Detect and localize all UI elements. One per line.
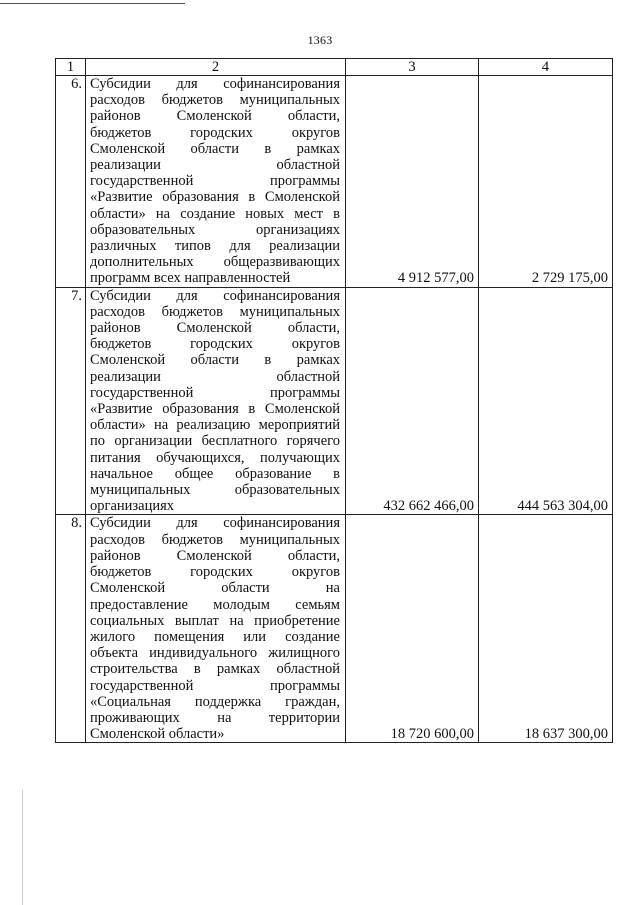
description-line: предоставление молодым семьям <box>90 596 340 613</box>
description-line: реализации областной <box>90 157 340 174</box>
description-line: расходов бюджетов муниципальных <box>90 303 340 320</box>
description-line: Смоленской области на <box>90 580 340 597</box>
description-line: «Развитие образования в Смоленской <box>90 401 340 418</box>
description-line: объекта индивидуального жилищного <box>90 645 340 662</box>
description-line: проживающих на территории <box>90 709 340 726</box>
description-line: по организации бесплатного горячего <box>90 433 340 450</box>
description-line: области» на реализацию мероприятий <box>90 417 340 434</box>
description-line: Субсидии для софинансирования <box>90 287 340 304</box>
table-row <box>56 515 613 743</box>
description-line: организациях <box>90 498 175 515</box>
top-left-rule <box>0 3 185 4</box>
amount-col-4: 18 637 300,00 <box>479 515 613 743</box>
row-number: 8. <box>56 515 86 743</box>
header-col-1: 1 <box>56 59 86 76</box>
description-line: «Социальная поддержка граждан, <box>90 693 340 710</box>
table-row <box>56 76 613 288</box>
description-line: расходов бюджетов муниципальных <box>90 531 340 548</box>
description-line: Субсидии для софинансирования <box>90 76 340 92</box>
description-line: «Развитие образования в Смоленской <box>90 189 340 206</box>
description-line: бюджетов городских округов <box>90 564 340 581</box>
description-line: бюджетов городских округов <box>90 124 340 141</box>
header-col-2: 2 <box>86 59 346 76</box>
description-line: государственной программы <box>90 173 340 190</box>
description-line: области» на создание новых мест в <box>90 205 340 222</box>
amount-col-4: 444 563 304,00 <box>479 287 613 515</box>
header-col-4: 4 <box>479 59 613 76</box>
description-line: питания обучающихся, получающих <box>90 449 340 466</box>
row-description <box>86 76 346 288</box>
table-row <box>56 287 613 515</box>
description-line: социальных выплат на приобретение <box>90 612 340 629</box>
description-line: государственной программы <box>90 677 340 694</box>
description-line: районов Смоленской области, <box>90 320 340 337</box>
page-number: 1363 <box>307 33 333 47</box>
description-line: Смоленской области» <box>90 726 225 743</box>
header-col-3: 3 <box>346 59 479 76</box>
description-line: реализации областной <box>90 368 340 385</box>
row-number: 7. <box>56 287 86 515</box>
subsidies-table <box>55 58 613 743</box>
description-line: районов Смоленской области, <box>90 108 340 125</box>
description-line: районов Смоленской области, <box>90 547 340 564</box>
description-line: Субсидии для софинансирования <box>90 515 340 532</box>
description-line: Смоленской области в рамках <box>90 352 340 369</box>
amount-col-3: 4 912 577,00 <box>346 76 479 288</box>
description-line: дополнительных общеразвивающих <box>90 254 340 271</box>
description-line: программ всех направленностей <box>90 270 291 287</box>
table-body <box>56 76 613 743</box>
row-description <box>86 515 346 743</box>
description-line: муниципальных образовательных <box>90 482 340 499</box>
description-line: образовательных организациях <box>90 221 340 238</box>
description-line: Смоленской области в рамках <box>90 140 340 157</box>
amount-col-3: 432 662 466,00 <box>346 287 479 515</box>
description-line: различных типов для реализации <box>90 238 340 255</box>
scan-margin-line <box>22 790 23 905</box>
description-line: начальное общее образование в <box>90 465 340 482</box>
description-line: жилого помещения или создание <box>90 628 340 645</box>
amount-col-4: 2 729 175,00 <box>479 76 613 288</box>
table-header-row <box>56 59 613 76</box>
description-line: расходов бюджетов муниципальных <box>90 92 340 109</box>
amount-col-3: 18 720 600,00 <box>346 515 479 743</box>
description-line: строительства в рамках областной <box>90 661 340 678</box>
row-description <box>86 287 346 515</box>
row-number: 6. <box>56 76 86 288</box>
description-line: государственной программы <box>90 384 340 401</box>
description-line: бюджетов городских округов <box>90 336 340 353</box>
